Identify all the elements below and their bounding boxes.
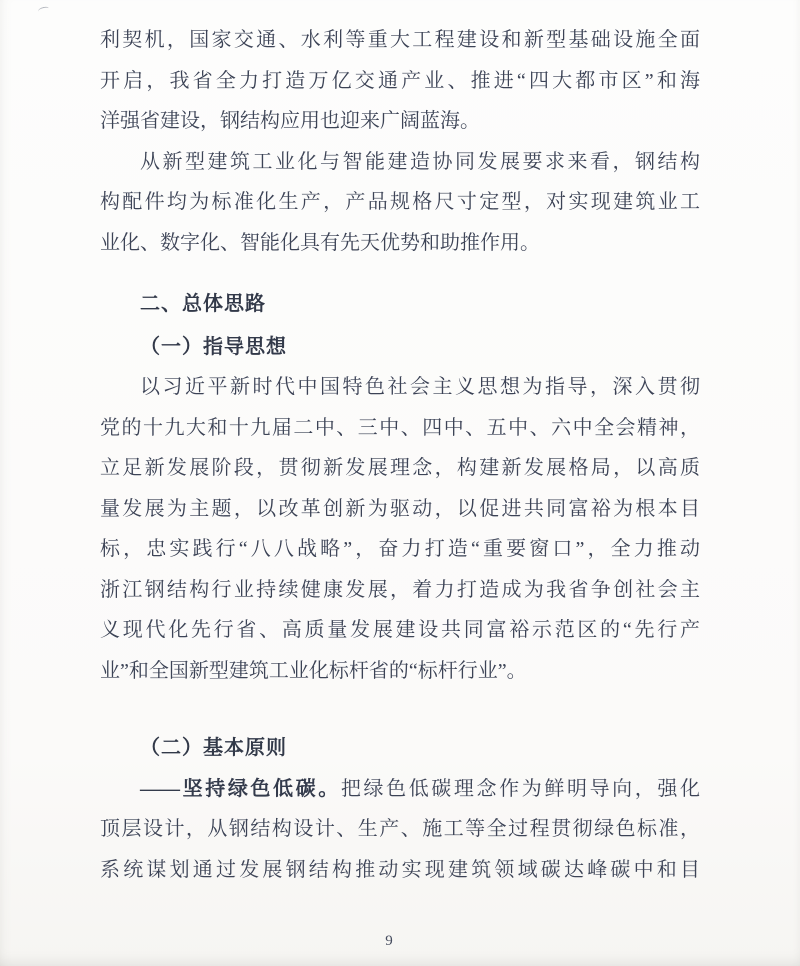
body-line: 立足新发展阶段，贯彻新发展理念，构建新发展格局，以高质 (100, 457, 700, 479)
body-line: 业化、数字化、智能化具有先天优势和助推作用。 (100, 231, 540, 254)
body-line: 洋强省建设，钢结构应用也迎来广阔蓝海。 (100, 110, 480, 132)
page-number: 9 (385, 933, 393, 949)
body-line-text: 把绿色低碳理念作为鲜明导向，强化 (340, 777, 701, 800)
body-line: 从新型建筑工业化与智能建造协同发展要求来看，钢结构 (140, 150, 700, 173)
body-line: 业”和全国新型建筑工业化标杆省的“标杆行业”。 (100, 659, 527, 682)
body-line (100, 769, 700, 810)
body-line: 利契机，国家交通、水利等重大工程建设和新型基础设施全面 (100, 29, 700, 51)
emphasis-run: ——坚持绿色低碳。 (140, 777, 341, 800)
subsection-heading: （二）基本原则 (140, 737, 287, 759)
section-heading: 二、总体思路 (140, 293, 266, 315)
body-line: 以习近平新时代中国特色社会主义思想为指导，深入贯彻 (140, 376, 700, 398)
body-line: 义现代化先行省、高质量发展建设共同富裕示范区的“先行产 (100, 619, 700, 641)
body-line: 顶层设计，从钢结构设计、生产、施工等全过程贯彻绿色标准， (100, 818, 700, 840)
scan-artifact (38, 6, 50, 14)
body-line: 开启，我省全力打造万亿交通产业、推进“四大都市区”和海 (100, 69, 700, 92)
body-line: 构配件均为标准化生产，产品规格尺寸定型，对实现建筑业工 (100, 191, 700, 213)
document-body (100, 20, 700, 890)
body-line: 标，忠实践行“八八战略”，奋力打造“重要窗口”，全力推动 (100, 538, 700, 560)
body-line: 党的十九大和十九届二中、三中、四中、五中、六中全会精神， (100, 416, 700, 439)
body-line: 量发展为主题，以改革创新为驱动，以促进共同富裕为根本目 (100, 497, 700, 520)
subsection-heading: （一）指导思想 (140, 335, 287, 358)
body-line: 系统谋划通过发展钢结构推动实现建筑领域碳达峰碳中和目 (100, 858, 700, 881)
body-line: 浙江钢结构行业持续健康发展，着力打造成为我省争创社会主 (100, 578, 700, 601)
